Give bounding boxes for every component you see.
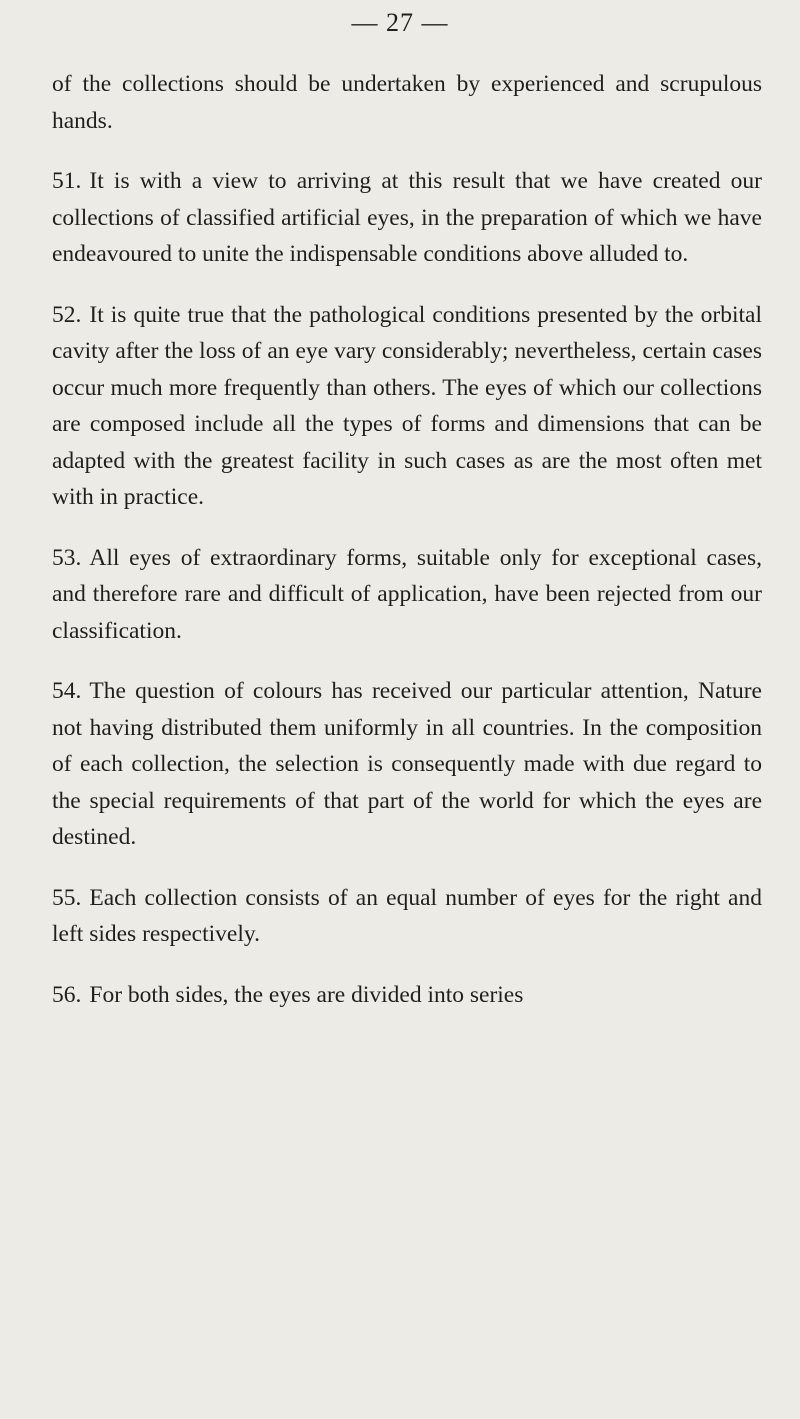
page-number: — 27 —: [351, 8, 449, 37]
paragraph-54: [52, 673, 762, 856]
paragraph-text: It is quite true that the pathological conditions presented by the orbital cavity after the loss of an eye vary considerably; nevertheless, certain cases occur much more frequently than others. The eyes of which our collections are composed include all the types of forms and dimensions that can be adapted with the greatest facility in such cases as are the most often met with in practice.: [52, 301, 762, 510]
body-text: [52, 66, 762, 1037]
paragraph-51: [52, 163, 762, 273]
paragraph-53: [52, 540, 762, 650]
paragraph-56: [52, 977, 762, 1014]
paragraph-number: 54.: [52, 678, 82, 704]
paragraph-number: 51.: [52, 168, 82, 194]
paragraph-text: It is with a view to arriving at this result that we have created our collections of classified artificial eyes, in the preparation of which we have endeavoured to unite the indispensable conditions above alluded to.: [52, 168, 762, 267]
paragraph-number: 56.: [52, 981, 82, 1008]
paragraph-52: [52, 297, 762, 516]
paragraph-number: 53.: [52, 544, 82, 571]
paragraph-text: The question of colours has received our particular attention, Nature not having distributed them uniformly in all countries. In the composition of each collection, the selection is consequently made with due regard to the special requirements of that part of the world for which the eyes are destined.: [52, 678, 762, 850]
paragraph-text: For both sides, the eyes are divided into series: [89, 981, 524, 1008]
paragraph-text: Each collection consists of an equal number of eyes for the right and left sides respectively.: [52, 884, 762, 947]
paragraph-number: 55.: [52, 884, 82, 911]
paragraph-55: [52, 880, 762, 953]
paragraph-number: 52.: [52, 301, 82, 328]
paragraph-text: All eyes of extraordinary forms, suitable only for exceptional cases, and therefore rare and difficult of application, have been rejected from our classification.: [52, 544, 762, 644]
paragraph-text: of the collections should be undertaken by experienced and scrupulous hands.: [52, 71, 762, 134]
paragraph-continued: [52, 66, 762, 139]
